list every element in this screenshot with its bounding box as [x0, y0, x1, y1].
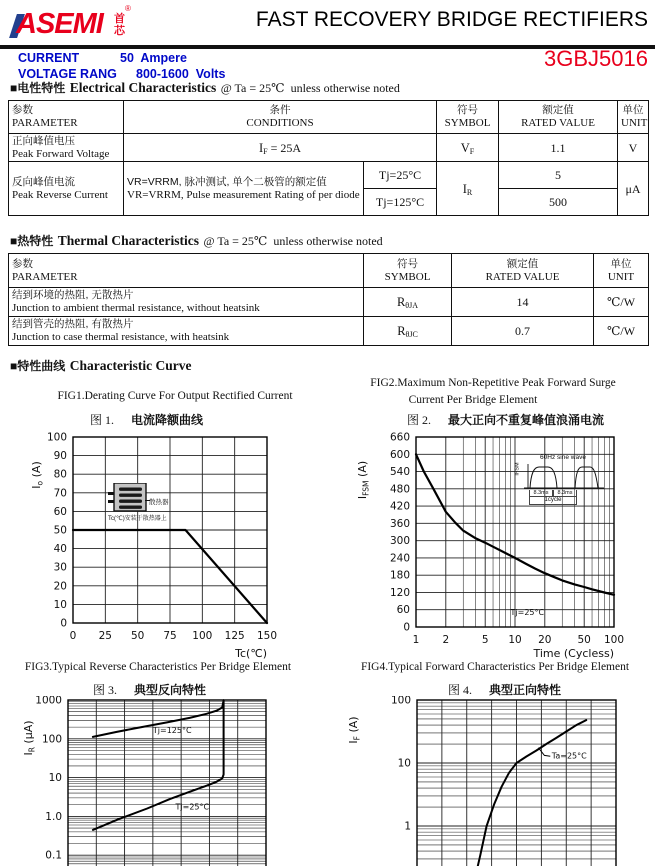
svg-text:Tj=25°C: Tj=25°C — [175, 802, 210, 812]
svg-text:90: 90 — [53, 450, 67, 463]
svg-text:360: 360 — [389, 517, 410, 530]
electrical-characteristics-table — [8, 100, 649, 216]
pulse-width-2: 8.3ms — [553, 490, 577, 497]
fig4-title-zh: 图 4. 典型正向特性 — [448, 683, 562, 697]
svg-text:50: 50 — [577, 634, 591, 646]
cell-tj-125: Tj=125°C — [364, 189, 437, 216]
svg-text:150: 150 — [256, 630, 278, 642]
table-row — [9, 317, 649, 346]
part-number: 3GBJ5016 — [544, 46, 648, 71]
fig3-title: FIG3.Typical Reverse Characteristics Per Bridge Element — [24, 661, 292, 673]
logo-cn-bottom: 芯 — [114, 25, 125, 37]
logo-text: ASEMI — [16, 8, 103, 40]
svg-text:0.1: 0.1 — [45, 849, 62, 862]
page-title: FAST RECOVERY BRIDGE RECTIFIERS — [255, 8, 648, 31]
cell-tj-25: Tj=25°C — [364, 162, 437, 189]
svg-text:660: 660 — [389, 431, 410, 444]
svg-text:IFSM (A): $I_{FSM}$ (A) — [356, 460, 371, 500]
header-conditions: 条件 CONDITIONS — [124, 101, 437, 134]
table-row — [9, 134, 649, 162]
cell-parameter: 结到管壳的热阻, 有散热片 Junction to case thermal resistance, with heatsink — [9, 317, 364, 346]
svg-text:Tc(℃): Tc(℃) — [235, 647, 267, 660]
svg-text:50: 50 — [53, 524, 67, 537]
section-zh: ■电性特性 — [10, 81, 66, 95]
section-en: Characteristic Curve — [69, 358, 192, 373]
cell-symbol: RθJA — [364, 288, 452, 317]
fig2-title-line2: Current Per Bridge Element — [408, 394, 538, 406]
svg-text:180: 180 — [389, 569, 410, 582]
svg-text:20: 20 — [538, 634, 552, 646]
cell-parameter: 反向峰值电流 Peak Reverse Current — [9, 162, 124, 216]
cell-unit: ℃/W — [594, 317, 649, 346]
svg-text:10: 10 — [53, 598, 67, 611]
svg-text:1000: 1000 — [35, 696, 62, 707]
voltage-label: VOLTAGE RANG — [18, 67, 117, 81]
header-rated-value: 额定值 RATED VALUE — [452, 254, 594, 288]
svg-text:1.0: 1.0 — [45, 810, 62, 823]
svg-text:IF (A): $I_F$ (A) — [347, 716, 362, 744]
section-heading-curves — [10, 357, 192, 375]
cell-rated-value: 0.7 — [452, 317, 594, 346]
svg-text:0: 0 — [60, 617, 67, 630]
svg-text:Io (A): $I_o$ (A) — [30, 461, 45, 489]
svg-text:0: 0 — [69, 630, 77, 642]
svg-text:50: 50 — [131, 630, 145, 642]
sine-wave-title: 60Hz sine wave — [540, 454, 586, 461]
svg-text:30: 30 — [53, 561, 67, 574]
fig2-title: FIG2.Maximum Non-Repetitive Peak Forward Surge — [370, 377, 616, 389]
svg-text:Tj=125°C: Tj=125°C — [152, 726, 192, 736]
svg-text:60: 60 — [396, 604, 410, 617]
fig2-title-zh: 图 2. 最大正向不重复峰值浪涌电流 — [407, 413, 605, 427]
section-heading-thermal — [10, 232, 383, 250]
svg-text:40: 40 — [53, 543, 67, 556]
svg-text:25: 25 — [98, 630, 112, 642]
section-heading-electrical — [10, 79, 400, 97]
table-header-row — [9, 101, 649, 134]
cycle-label: 1cycle — [529, 497, 577, 505]
cell-parameter: 正向峰值电压 Peak Forward Voltage — [9, 134, 124, 162]
cell-parameter: 结到环境的热阻, 无散热片 Junction to ambient thermal resistance, without heatsink — [9, 288, 364, 317]
svg-text:20: 20 — [53, 580, 67, 593]
fig3-reverse-chart — [8, 696, 338, 866]
logo-cn-top: 首 — [114, 13, 125, 25]
header-parameter: 参数 PARAMETER — [9, 101, 124, 134]
fig4-title: FIG4.Typical Forward Characteristics Per Bridge Element — [360, 661, 630, 673]
fig3-chart-area — [8, 696, 338, 866]
cell-unit: V — [618, 134, 649, 162]
svg-text:10: 10 — [508, 634, 522, 646]
cell-rated-value: 500 — [499, 189, 618, 216]
section-en: Thermal Characteristics — [57, 233, 200, 248]
svg-text:125: 125 — [224, 630, 245, 642]
heatsink-inset — [108, 483, 220, 521]
table-row — [9, 288, 649, 317]
svg-text:Time (Cycless): Time (Cycless) — [533, 647, 614, 660]
fig1-chart-area — [20, 425, 330, 665]
header-parameter: 参数 PARAMETER — [9, 254, 364, 288]
cell-symbol: IR — [437, 162, 499, 216]
current-value: 50 Ampere — [120, 51, 187, 65]
cell-rated-value: 14 — [452, 288, 594, 317]
svg-text:100: 100 — [192, 630, 213, 642]
svg-text:1: 1 — [412, 634, 420, 646]
svg-text:Tj=25°C: Tj=25°C — [510, 607, 545, 617]
svg-text:70: 70 — [53, 487, 67, 500]
thermal-characteristics-table — [8, 253, 649, 346]
svg-text:420: 420 — [389, 500, 410, 513]
cell-condition: VR=VRRM, 脉冲测试, 单个二极管的额定值 VR=VRRM, Pulse measurement Rating of per diode — [124, 162, 364, 216]
fig2-chart-area — [340, 425, 655, 665]
svg-text:0: 0 — [403, 621, 410, 634]
svg-text:300: 300 — [389, 535, 410, 548]
svg-text:600: 600 — [389, 448, 410, 461]
svg-text:IR (μA): $I_R$ (μA) — [22, 720, 37, 756]
svg-text:5: 5 — [481, 634, 489, 646]
svg-text:120: 120 — [389, 587, 410, 599]
cell-symbol: VF — [437, 134, 499, 162]
fig4-chart-area — [335, 696, 655, 866]
header-unit: 单位 UNIT — [618, 101, 649, 134]
svg-text:1: 1 — [404, 820, 411, 833]
header-symbol: 符号 SYMBOL — [437, 101, 499, 134]
section-condition: @ Ta = 25℃ unless otherwise noted — [220, 81, 400, 95]
header-rated-value: 额定值 RATED VALUE — [499, 101, 618, 134]
svg-text:80: 80 — [53, 468, 67, 481]
svg-text:10: 10 — [397, 757, 411, 770]
registered-mark: ® — [125, 4, 131, 13]
section-zh: ■热特性 — [10, 234, 54, 248]
pulse-width-labels — [529, 490, 577, 497]
svg-text:Ta=25°C: Ta=25°C — [551, 751, 587, 761]
current-label: CURRENT — [18, 51, 80, 65]
pulse-width-1: 8.3ms — [529, 490, 553, 497]
cell-rated-value: 5 — [499, 162, 618, 189]
fig3-title-zh: 图 3. 典型反向特性 — [93, 683, 207, 697]
cell-condition: IF = 25A — [124, 134, 437, 162]
heatsink-label: 散热器 — [149, 499, 169, 506]
svg-text:100: 100 — [46, 431, 67, 444]
section-zh: ■特性曲线 — [10, 359, 66, 373]
fig4-forward-chart — [335, 696, 655, 866]
sine-wave-icon — [518, 463, 608, 490]
svg-text:75: 75 — [163, 630, 177, 642]
cell-rated-value: 1.1 — [499, 134, 618, 162]
fig1-title: FIG1.Derating Curve For Output Rectified Current — [57, 390, 293, 402]
svg-text:100: 100 — [603, 634, 625, 646]
section-condition: @ Ta = 25℃ unless otherwise noted — [203, 234, 383, 248]
fig1-derating-chart — [20, 425, 330, 665]
svg-text:240: 240 — [389, 552, 410, 565]
svg-text:60: 60 — [53, 505, 67, 518]
cell-unit: ℃/W — [594, 288, 649, 317]
svg-text:2: 2 — [442, 634, 450, 646]
heatsink-caption: Tc(℃)安装于散热器上 — [108, 516, 167, 522]
section-en: Electrical Characteristics — [69, 80, 217, 95]
fig1-title-zh: 图 1. 电流降额曲线 — [90, 413, 204, 427]
sine-wave-inset — [514, 454, 608, 506]
voltage-value: 800-1600 Volts — [136, 67, 226, 81]
heatsink-icon — [108, 483, 148, 512]
svg-text:100: 100 — [41, 733, 62, 746]
table-row — [9, 162, 649, 189]
ifsm-axis-label: IFSM — [514, 462, 521, 476]
svg-text:540: 540 — [389, 466, 410, 478]
header-symbol: 符号 SYMBOL — [364, 254, 452, 288]
header-unit: 单位 UNIT — [594, 254, 649, 288]
cell-unit: μA — [618, 162, 649, 216]
svg-text:10: 10 — [48, 772, 62, 785]
cell-symbol: RθJC — [364, 317, 452, 346]
svg-text:480: 480 — [389, 483, 410, 496]
table-header-row — [9, 254, 649, 288]
svg-text:100: 100 — [390, 696, 411, 707]
